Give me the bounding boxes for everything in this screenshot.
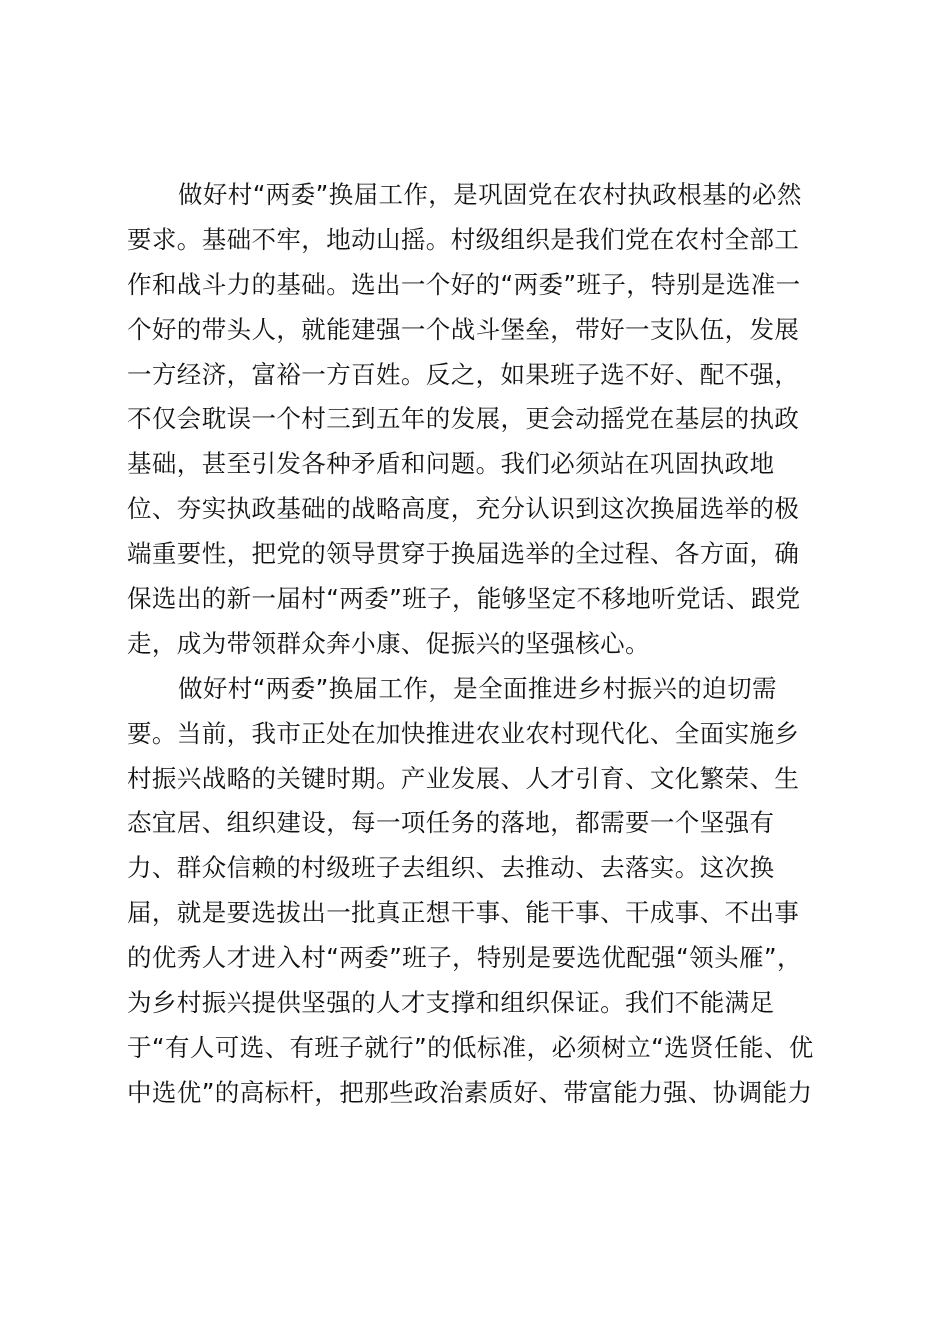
paragraph-1 xyxy=(127,173,837,667)
text-line: 村振兴战略的关键时期。产业发展、人才引育、文化繁荣、生 xyxy=(127,763,800,793)
text-line: 做好村“两委”换届工作，是巩固党在农村执政根基的必然 xyxy=(178,180,802,209)
paragraph-2 xyxy=(127,667,837,1116)
text-line: 端重要性，把党的领导贯穿于换届选举的全过程、各方面，确 xyxy=(127,539,800,569)
text-line: 作和战斗力的基础。选出一个好的“两委”班子，特别是选准一 xyxy=(127,269,801,299)
text-line: 中选优”的高标杆，把那些政治素质好、带富能力强、协调能力 xyxy=(127,1077,813,1107)
text-line: 为乡村振兴提供坚强的人才支撑和组织保证。我们不能满足 xyxy=(127,988,775,1018)
text-line: 做好村“两委”换届工作，是全面推进乡村振兴的迫切需 xyxy=(178,673,777,703)
text-line: 保选出的新一届村“两委”班子，能够坚定不移地听党话、跟党 xyxy=(127,584,801,614)
text-line: 走，成为带领群众奔小康、促振兴的坚强核心。 xyxy=(127,628,650,658)
text-line: 不仅会耽误一个村三到五年的发展，更会动摇党在基层的执政 xyxy=(127,404,800,434)
text-line: 要求。基础不牢，地动山摇。村级组织是我们党在农村全部工 xyxy=(127,224,800,254)
text-line: 的优秀人才进入村“两委”班子，特别是要选优配强“领头雁”， xyxy=(127,943,802,973)
text-line: 个好的带头人，就能建强一个战斗堡垒，带好一支队伍，发展 xyxy=(127,314,800,344)
text-line: 届，就是要选拔出一批真正想干事、能干事、干成事、不出事 xyxy=(127,898,800,928)
text-line: 于“有人可选、有班子就行”的低标准，必须树立“选贤任能、优 xyxy=(127,1032,814,1062)
text-line: 一方经济，富裕一方百姓。反之，如果班子选不好、配不强， xyxy=(127,359,800,389)
text-line: 基础，甚至引发各种矛盾和问题。我们必须站在巩固执政地 xyxy=(127,449,775,479)
body-text xyxy=(127,173,837,1116)
text-line: 位、夯实执政基础的战略高度，充分认识到这次换届选举的极 xyxy=(127,494,800,524)
text-line: 态宜居、组织建设，每一项任务的落地，都需要一个坚强有 xyxy=(127,808,775,838)
text-line: 力、群众信赖的村级班子去组织、去推动、去落实。这次换 xyxy=(127,853,775,883)
text-line: 要。当前，我市正处在加快推进农业农村现代化、全面实施乡 xyxy=(127,718,800,748)
